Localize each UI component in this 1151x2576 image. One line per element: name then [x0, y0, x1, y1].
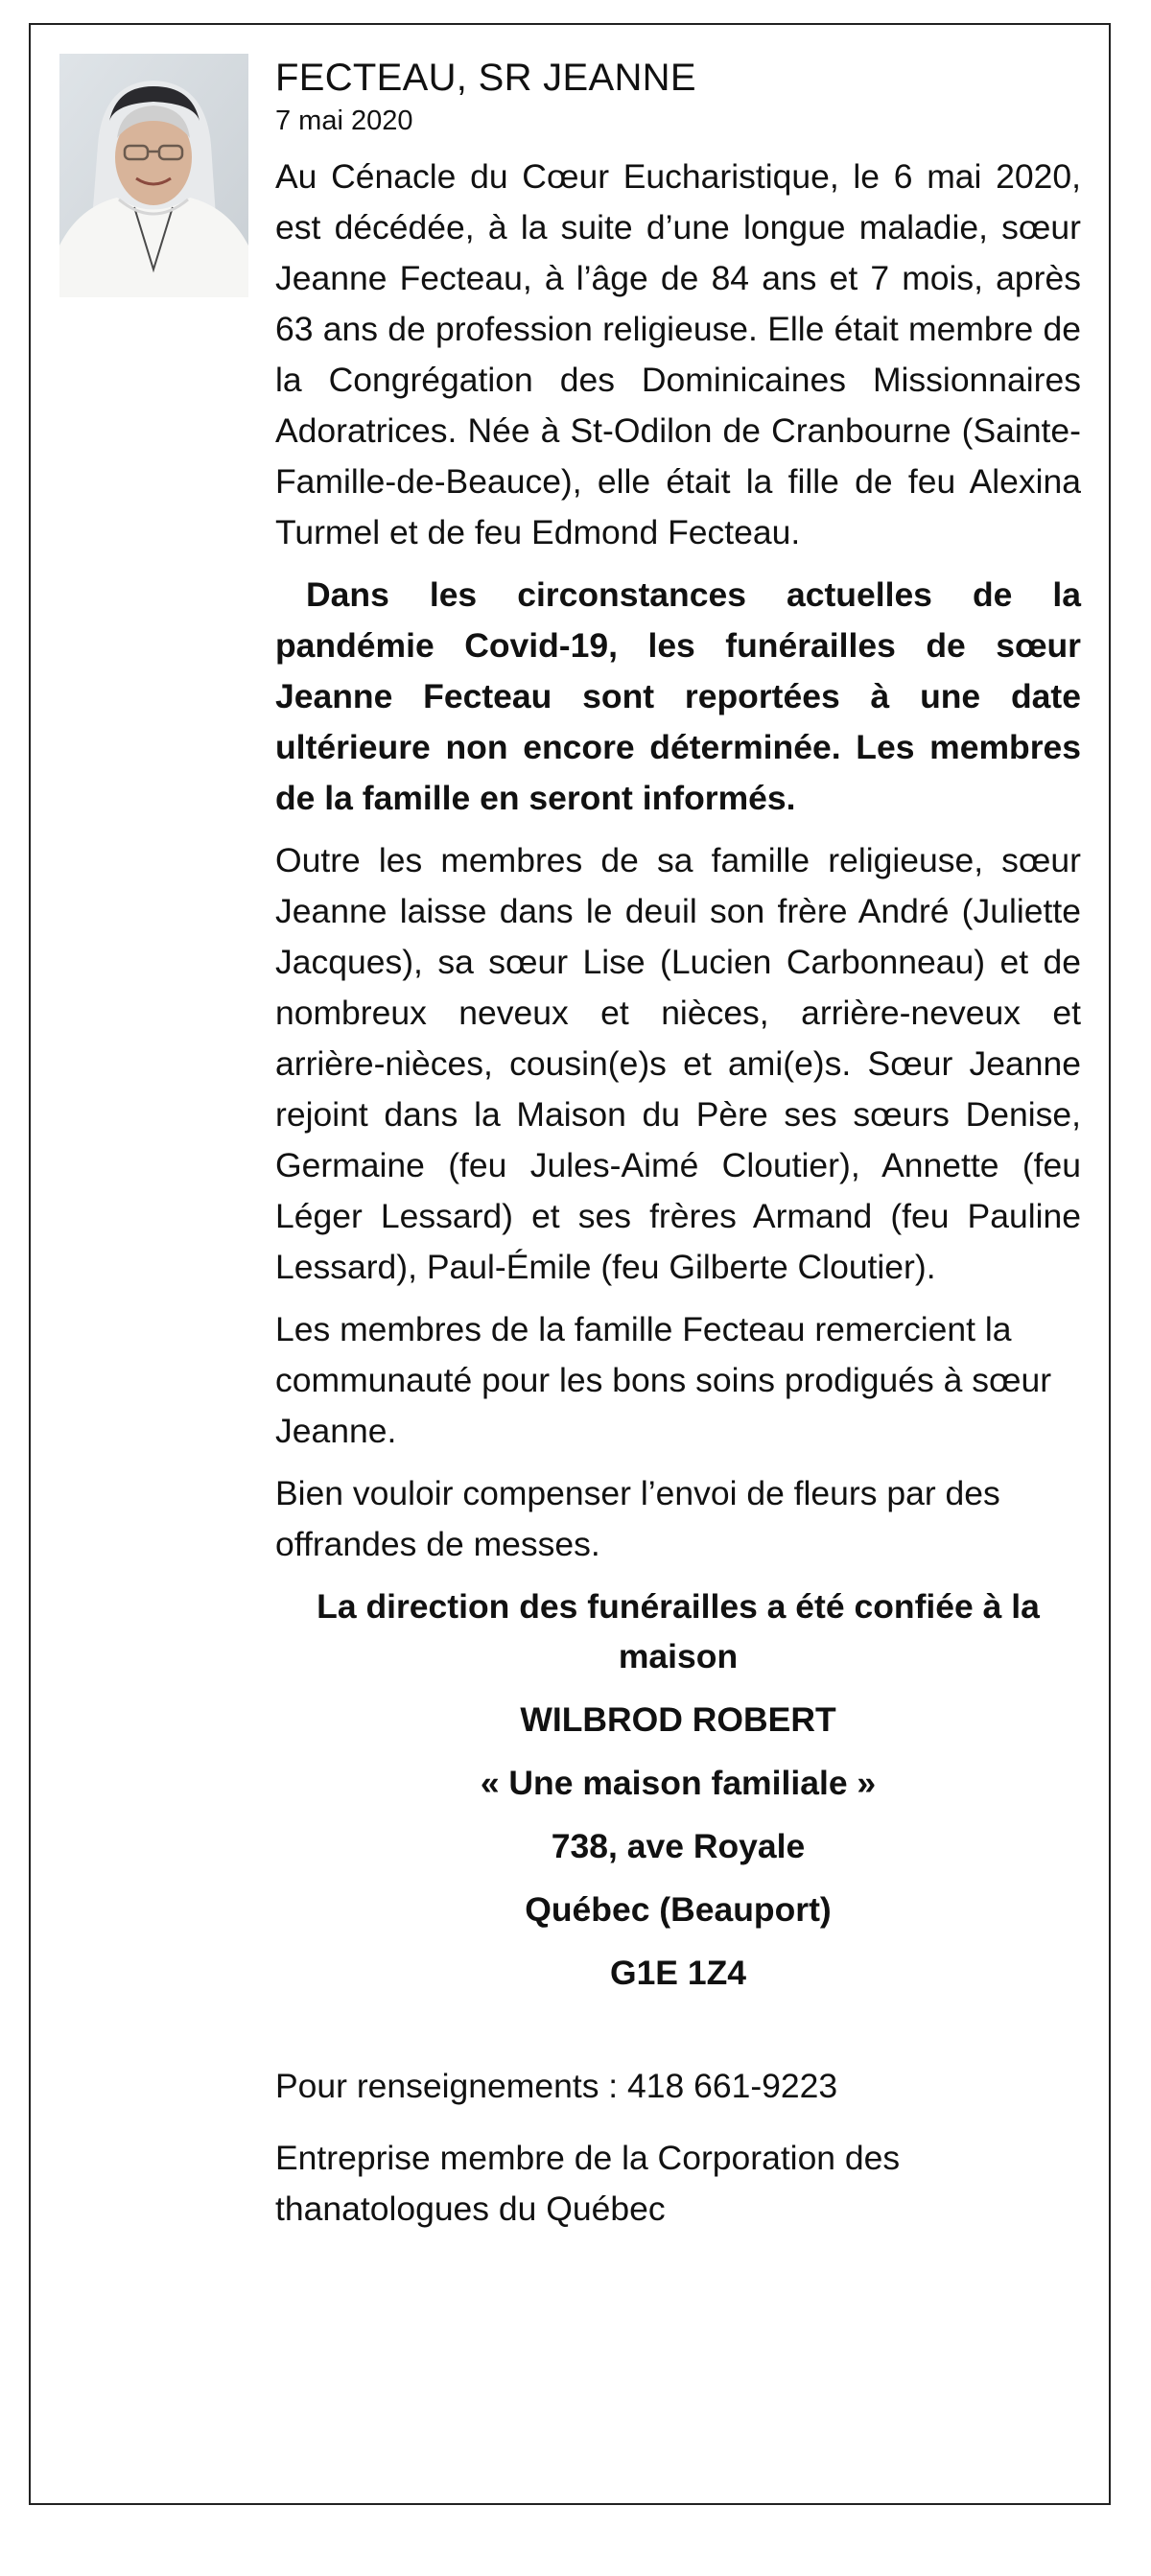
- spacer: [275, 1998, 1081, 2061]
- paragraph-covid-notice: Dans les circonstances actuelles de la pandémie Covid-19, les funérailles de sœur Jeanne Fecteau sont reportées à une date ultérieure non encore déterminée. Les membres de la famille en seront informés.: [275, 575, 1081, 817]
- funeral-home-name: WILBROD ROBERT: [520, 1700, 836, 1739]
- portrait-photo: [59, 54, 248, 297]
- paragraph-family: Outre les membres de sa famille religieuse, sœur Jeanne laisse dans le deuil son frère André (Juliette Jacques), sa sœur Lise (Lucien Carbonneau) et de nombreux neveux et nièces, arrière-neveux et arrière-nièces, cousin(e)s et ami(e)s. Sœur Jeanne rejoint dans la Maison du Père ses sœurs Denise, Germaine (feu Jules-Aimé Cloutier), Annette (feu Léger Lessard) et ses frères Armand (feu Pauline Lessard), Paul-Émile (feu Gilberte Cloutier).: [275, 841, 1081, 1286]
- publication-date: 7 mai 2020: [275, 105, 413, 136]
- obituary-content: [275, 54, 1081, 2256]
- paragraph-thanks: Les membres de la famille Fecteau remercient la communauté pour les bons soins prodigués à sœur Jeanne.: [275, 1310, 1052, 1450]
- portrait-icon: [59, 54, 248, 297]
- funeral-home-address: 738, ave Royale: [551, 1827, 806, 1865]
- contact-phone-line: Pour renseignements : 418 661-9223: [275, 2067, 838, 2105]
- funeral-home-postal-code: G1E 1Z4: [609, 1954, 747, 1992]
- funeral-home-city: Québec (Beauport): [525, 1890, 832, 1929]
- paragraph-announcement: Au Cénacle du Cœur Eucharistique, le 6 mai 2020, est décédée, à la suite d’une longue maladie, sœur Jeanne Fecteau, à l’âge de 84 ans et 7 mois, après 63 ans de profession religieuse. Elle était membre de la Congrégation des Dominicaines Missionnaires Adoratrices. Née à St-Odilon de Cranbourne (Sainte-Famille-de-Beauce), elle était la fille de feu Alexina Turmel et de feu Edmond Fecteau.: [275, 157, 1081, 551]
- paragraph-flowers: Bien vouloir compenser l’envoi de fleurs par des offrandes de messes.: [275, 1474, 1000, 1563]
- funeral-home-slogan: « Une maison familiale »: [480, 1764, 877, 1802]
- membership-note: Entreprise membre de la Corporation des thanatologues du Québec: [275, 2139, 901, 2228]
- funeral-home-intro: La direction des funérailles a été confiée à la maison: [317, 1587, 1040, 1675]
- deceased-name: FECTEAU, SR JEANNE: [275, 57, 696, 99]
